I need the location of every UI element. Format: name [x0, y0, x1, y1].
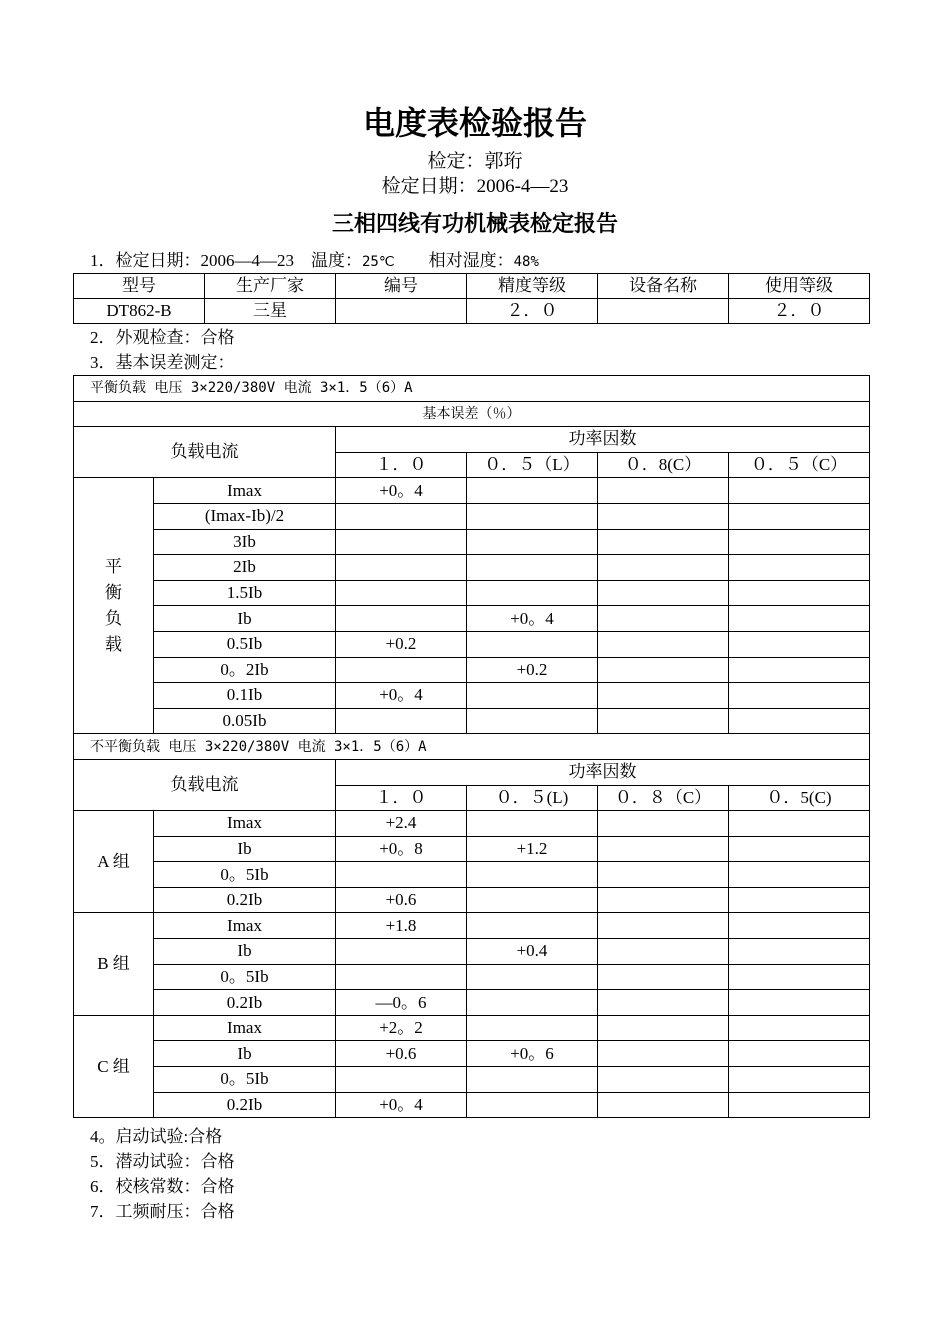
unbalanced-header-row — [74, 734, 870, 760]
unbalanced-data-row — [74, 862, 870, 888]
error-value-cell — [336, 555, 467, 581]
data-cell: DT862-B — [74, 299, 205, 324]
unbalanced-data-row — [74, 887, 870, 913]
balanced-data-row — [74, 657, 870, 683]
error-value-cell — [598, 708, 729, 734]
unbalanced-data-row — [74, 1015, 870, 1041]
error-value-cell — [729, 708, 870, 734]
pf-column-header: ０．5(C) — [729, 785, 870, 811]
report-subtitle: 三相四线有功机械表检定报告 — [331, 211, 618, 236]
balanced-data-row — [74, 555, 870, 581]
error-value-cell — [598, 478, 729, 504]
load-current-label: 负载电流 — [74, 759, 336, 810]
unbalanced-data-row — [74, 990, 870, 1016]
error-value-cell — [467, 887, 598, 913]
basic-error-row — [74, 401, 870, 427]
phase-group-label: B 组 — [74, 913, 154, 1015]
unbalanced-data-row — [74, 1041, 870, 1067]
error-value-cell — [729, 683, 870, 709]
error-value-cell — [598, 529, 729, 555]
power-factor-label: 功率因数 — [336, 427, 870, 453]
error-value-cell — [598, 580, 729, 606]
error-value-cell — [336, 939, 467, 965]
error-value-cell — [729, 657, 870, 683]
load-cell: 0.2Ib — [154, 887, 336, 913]
error-value-cell — [729, 887, 870, 913]
unbalanced-data-row — [74, 811, 870, 837]
inspection-conditions-line — [90, 250, 539, 273]
error-value-cell — [729, 503, 870, 529]
basic-error-line: 3．基本误差测定： — [90, 353, 235, 372]
error-value-cell — [336, 606, 467, 632]
error-value-cell: +1.2 — [467, 836, 598, 862]
error-value-cell — [336, 503, 467, 529]
error-value-cell — [598, 1067, 729, 1093]
error-value-cell: +0.6 — [336, 887, 467, 913]
pf-column-header: ０．５（C） — [729, 452, 870, 478]
pf-column-header: １．０ — [336, 785, 467, 811]
error-value-cell — [598, 555, 729, 581]
balanced-data-row — [74, 478, 870, 504]
error-table — [73, 375, 870, 1118]
load-cell: Imax — [154, 913, 336, 939]
load-cell: 0。2Ib — [154, 657, 336, 683]
load-cell: 0.2Ib — [154, 1092, 336, 1118]
load-cell: 0。5Ib — [154, 1067, 336, 1093]
pf-column-header: １．０ — [336, 452, 467, 478]
error-value-cell — [467, 580, 598, 606]
error-value-cell — [467, 811, 598, 837]
data-cell: 三星 — [205, 299, 336, 324]
error-value-cell — [598, 606, 729, 632]
error-value-cell — [336, 964, 467, 990]
load-cell: Imax — [154, 478, 336, 504]
temperature-value: 25℃ — [362, 254, 395, 270]
group-label-char: 载 — [105, 634, 122, 654]
phase-group-label: A 组 — [74, 811, 154, 913]
unbalanced-data-row — [74, 939, 870, 965]
error-value-cell: +1.8 — [336, 913, 467, 939]
error-value-cell — [729, 811, 870, 837]
data-cell — [336, 299, 467, 324]
inspect-date-line: 检定日期：2006-4—23 — [381, 176, 569, 197]
error-value-cell — [336, 529, 467, 555]
report-title: 电度表检验报告 — [362, 105, 587, 141]
error-value-cell — [467, 478, 598, 504]
error-value-cell — [729, 964, 870, 990]
balanced-load-header: 平衡负载 电压 3×220/380V 电流 3×1．5（6）A — [74, 376, 870, 402]
constant-check-line: 6．校核常数：合格 — [90, 1177, 235, 1196]
load-cell: 0.1Ib — [154, 683, 336, 709]
error-value-cell: +0。4 — [336, 478, 467, 504]
error-value-cell — [336, 862, 467, 888]
error-value-cell — [598, 1092, 729, 1118]
error-value-cell: +0。4 — [467, 606, 598, 632]
header-cell: 设备名称 — [598, 274, 729, 299]
error-value-cell — [729, 580, 870, 606]
error-value-cell — [598, 990, 729, 1016]
error-value-cell — [598, 1041, 729, 1067]
error-value-cell — [729, 529, 870, 555]
error-value-cell: +0。4 — [336, 683, 467, 709]
error-value-cell — [598, 503, 729, 529]
load-current-label: 负载电流 — [74, 427, 336, 478]
error-value-cell — [729, 913, 870, 939]
load-cell: 0.05Ib — [154, 708, 336, 734]
header-cell: 精度等级 — [467, 274, 598, 299]
error-value-cell — [467, 1092, 598, 1118]
error-value-cell — [729, 836, 870, 862]
load-cell: 1.5Ib — [154, 580, 336, 606]
header-cell: 编号 — [336, 274, 467, 299]
appearance-check-line: 2．外观检查：合格 — [90, 328, 235, 347]
error-value-cell — [598, 683, 729, 709]
creep-test-line: 5．潜动试验：合格 — [90, 1152, 235, 1171]
inspector-line: 检定：郭珩 — [427, 151, 523, 172]
balanced-data-row — [74, 708, 870, 734]
error-value-cell — [467, 1067, 598, 1093]
load-cell: Ib — [154, 939, 336, 965]
error-value-cell: +0.4 — [467, 939, 598, 965]
inspection-date-item: 1．检定日期：2006—4—23 — [90, 251, 294, 270]
error-value-cell — [336, 1067, 467, 1093]
error-value-cell — [598, 913, 729, 939]
balanced-data-row — [74, 529, 870, 555]
load-cell: 0。5Ib — [154, 862, 336, 888]
meter-info-header-row — [74, 274, 870, 299]
error-value-cell — [598, 657, 729, 683]
error-value-cell: +2.4 — [336, 811, 467, 837]
error-value-cell — [729, 862, 870, 888]
error-value-cell — [729, 1041, 870, 1067]
error-value-cell — [467, 862, 598, 888]
unbalanced-load-header: 不平衡负载 电压 3×220/380V 电流 3×1．5（6）A — [74, 734, 870, 760]
phase-group-label: C 组 — [74, 1015, 154, 1117]
data-cell: ２．０ — [467, 299, 598, 324]
humidity-value: 48% — [513, 254, 539, 270]
balanced-pf-header-row — [74, 427, 870, 453]
load-cell: Imax — [154, 811, 336, 837]
balanced-header-row — [74, 376, 870, 402]
error-value-cell — [598, 836, 729, 862]
pf-column-header: ０．8(C） — [598, 452, 729, 478]
error-value-cell — [467, 555, 598, 581]
load-cell: 2Ib — [154, 555, 336, 581]
load-cell: Ib — [154, 836, 336, 862]
error-value-cell: +0。6 — [467, 1041, 598, 1067]
error-value-cell — [598, 887, 729, 913]
load-cell: Ib — [154, 1041, 336, 1067]
load-cell: Ib — [154, 606, 336, 632]
load-cell: 0.5Ib — [154, 631, 336, 657]
data-cell — [598, 299, 729, 324]
pf-column-header: ０．５(L) — [467, 785, 598, 811]
error-value-cell: +0。8 — [336, 836, 467, 862]
error-value-cell — [336, 580, 467, 606]
error-value-cell — [598, 964, 729, 990]
load-cell: 0。5Ib — [154, 964, 336, 990]
error-value-cell — [598, 1015, 729, 1041]
error-value-cell — [467, 964, 598, 990]
header-cell: 型号 — [74, 274, 205, 299]
error-value-cell — [729, 1067, 870, 1093]
pf-column-header: ０．５（L） — [467, 452, 598, 478]
group-label-char: 衡 — [105, 582, 122, 602]
balanced-group-label — [74, 478, 154, 734]
unbalanced-pf-header-row — [74, 759, 870, 785]
balanced-data-row — [74, 683, 870, 709]
error-value-cell — [598, 631, 729, 657]
error-table-body — [74, 376, 870, 1118]
balanced-data-row — [74, 580, 870, 606]
error-value-cell — [598, 939, 729, 965]
error-value-cell — [467, 631, 598, 657]
load-cell: (Imax-Ib)/2 — [154, 503, 336, 529]
group-label-char: 负 — [105, 608, 122, 628]
error-value-cell — [598, 811, 729, 837]
temperature-label: 温度： — [311, 251, 362, 270]
withstand-voltage-line: 7．工频耐压：合格 — [90, 1202, 235, 1221]
error-value-cell — [336, 657, 467, 683]
error-value-cell — [729, 1092, 870, 1118]
load-cell: 3Ib — [154, 529, 336, 555]
error-value-cell: +0。4 — [336, 1092, 467, 1118]
error-value-cell — [729, 939, 870, 965]
unbalanced-data-row — [74, 836, 870, 862]
error-value-cell — [467, 529, 598, 555]
error-value-cell — [598, 862, 729, 888]
pf-column-header: ０．８（C） — [598, 785, 729, 811]
error-value-cell — [467, 503, 598, 529]
error-value-cell — [729, 1015, 870, 1041]
error-value-cell — [729, 478, 870, 504]
unbalanced-data-row — [74, 1092, 870, 1118]
unbalanced-data-row — [74, 1067, 870, 1093]
error-value-cell: +0.6 — [336, 1041, 467, 1067]
unbalanced-data-row — [74, 964, 870, 990]
header-cell: 使用等级 — [729, 274, 870, 299]
start-test-line: 4。启动试验:合格 — [90, 1127, 223, 1146]
unbalanced-data-row — [74, 913, 870, 939]
error-value-cell: +0.2 — [336, 631, 467, 657]
group-label-char: 平 — [105, 556, 122, 576]
balanced-data-row — [74, 631, 870, 657]
balanced-data-row — [74, 503, 870, 529]
error-value-cell — [467, 708, 598, 734]
basic-error-label: 基本误差（％） — [74, 401, 870, 427]
error-value-cell — [467, 683, 598, 709]
error-value-cell — [467, 1015, 598, 1041]
error-value-cell — [729, 606, 870, 632]
error-value-cell — [729, 555, 870, 581]
error-value-cell: +2。2 — [336, 1015, 467, 1041]
error-value-cell — [336, 708, 467, 734]
error-value-cell — [729, 631, 870, 657]
power-factor-label: 功率因数 — [336, 759, 870, 785]
error-value-cell — [467, 913, 598, 939]
load-cell: Imax — [154, 1015, 336, 1041]
humidity-label: 相对湿度： — [428, 251, 514, 270]
header-cell: 生产厂家 — [205, 274, 336, 299]
meter-info-data-row — [74, 299, 870, 324]
meter-info-table — [73, 273, 870, 324]
balanced-data-row — [74, 606, 870, 632]
error-value-cell — [467, 990, 598, 1016]
error-value-cell: —0。6 — [336, 990, 467, 1016]
load-cell: 0.2Ib — [154, 990, 336, 1016]
error-value-cell — [729, 990, 870, 1016]
error-value-cell: +0.2 — [467, 657, 598, 683]
data-cell: ２．０ — [729, 299, 870, 324]
